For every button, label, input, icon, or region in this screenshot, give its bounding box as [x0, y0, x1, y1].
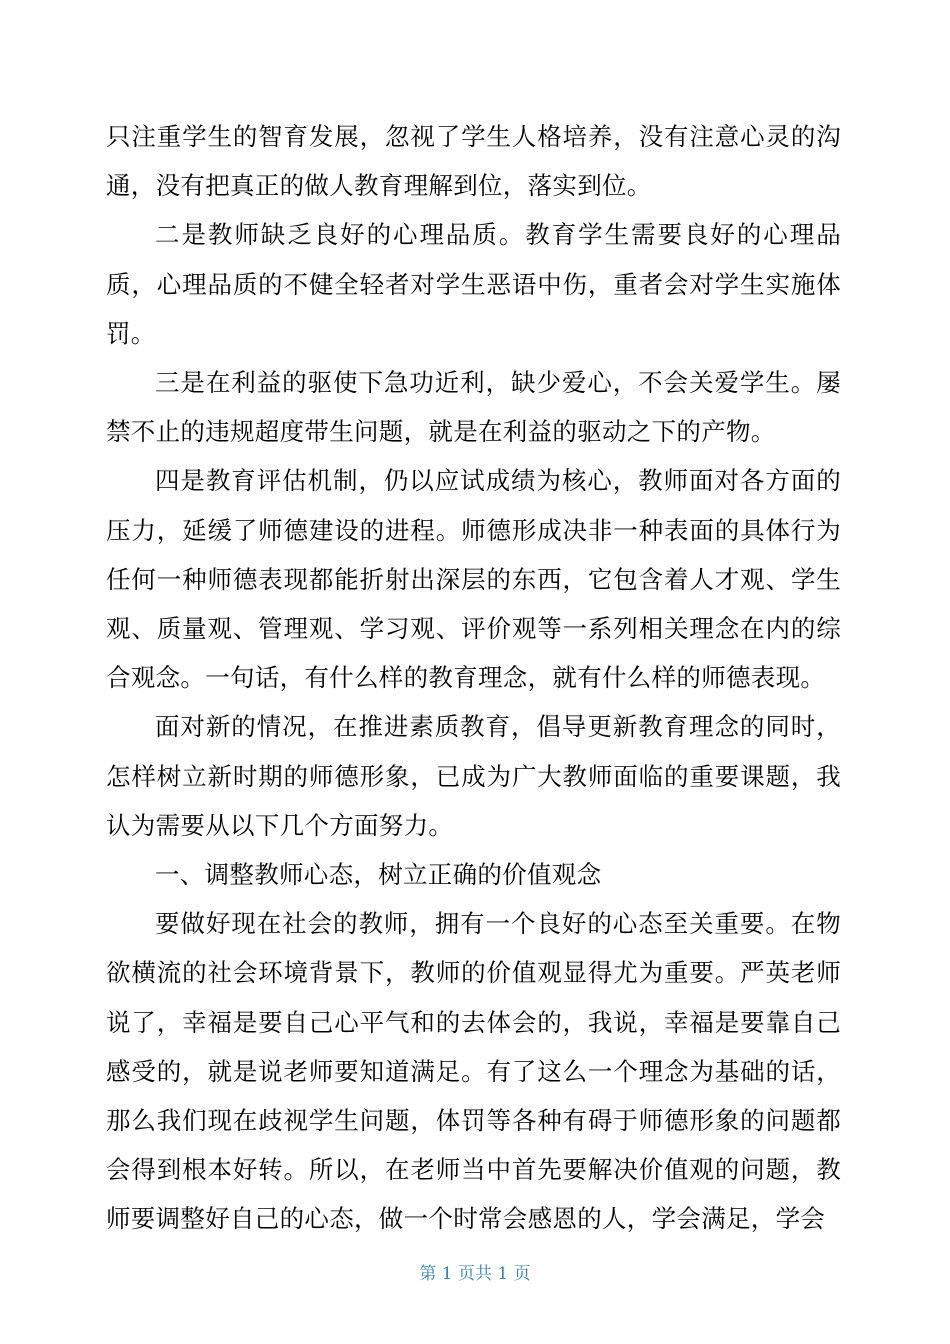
document-body: [106, 112, 841, 1244]
section-heading: 一、调整教师心态，树立正确的价值观念: [155, 860, 602, 890]
paragraph-4: 四是教育评估机制，仍以应试成绩为核心，教师面对各方面的压力，延缓了师德建设的进程。师德形成决非一种表面的具体行为任何一种师德表现都能折射出深层的东西，它包含着人才观、学生观、质量观、管理观、学习观、评价观等一系列相关理念在内的综合观念。一句话，有什么样的教育理念，就有什么样的师德表现。: [106, 466, 841, 693]
paragraph-3: 三是在利益的驱使下急功近利，缺少爱心，不会关爱学生。屡禁不止的违规超度带生问题，就是在利益的驱动之下的产物。: [106, 368, 841, 447]
paragraph-7: 要做好现在社会的教师，拥有一个良好的心态至关重要。在物欲横流的社会环境背景下，教师的价值观显得尤为重要。严英老师说了，幸福是要自己心平气和的去体会的，我说，幸福是要靠自己感受的，就是说老师要知道满足。有了这么一个理念为基础的话，那么我们现在歧视学生问题，体罚等各种有碍于师德形象的问题都会得到根本好转。所以，在老师当中首先要解决价值观的问题，教师要调整好自己的心态，做一个时常会感恩的人，学会满足，学会: [106, 909, 841, 1234]
paragraph-2: 二是教师缺乏良好的心理品质。教育学生需要良好的心理品质，心理品质的不健全轻者对学生恶语中伤，重者会对学生实施体罚。: [106, 220, 841, 348]
paragraph-1: 只注重学生的智育发展，忽视了学生人格培养，没有注意心灵的沟通，没有把真正的做人教育理解到位，落实到位。: [106, 122, 841, 201]
paragraph-5: 面对新的情况，在推进素质教育，倡导更新教育理念的同时，怎样树立新时期的师德形象，已成为广大教师面临的重要课题，我认为需要从以下几个方面努力。: [106, 712, 841, 840]
page-footer: 第 1 页共 1 页: [419, 1264, 531, 1284]
